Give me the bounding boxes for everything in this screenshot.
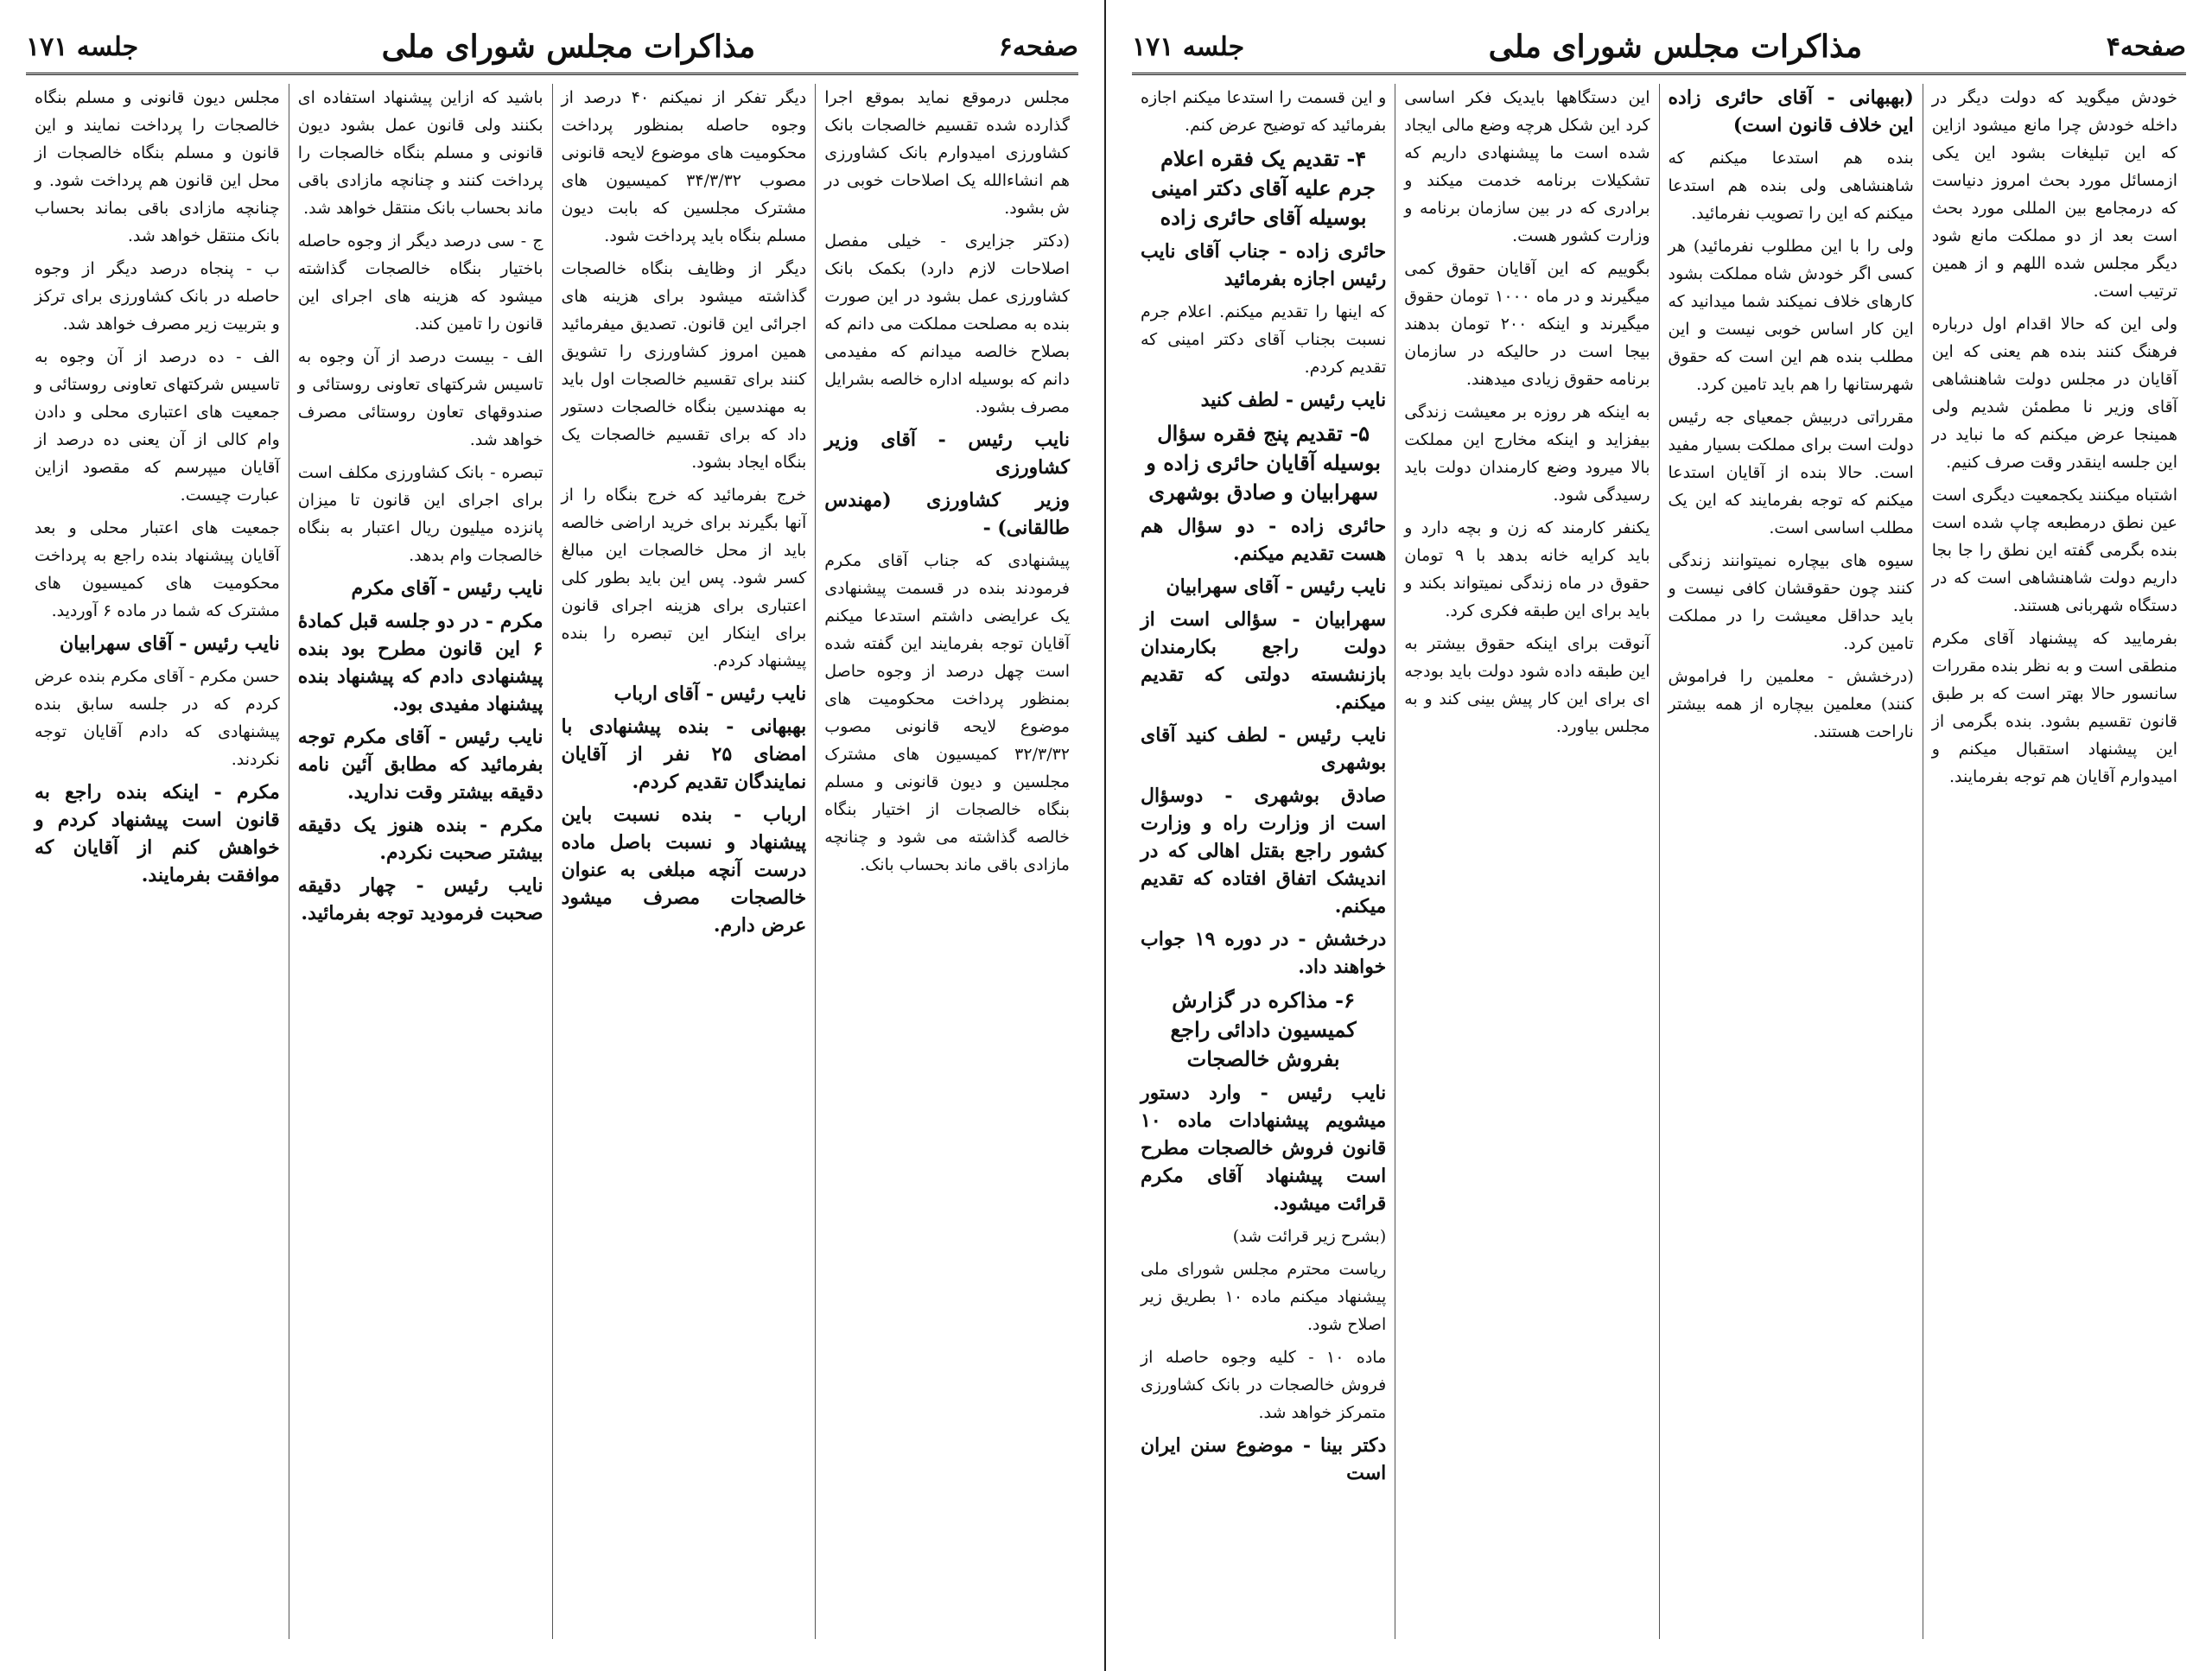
paragraph: خودش میگوید که دولت دیگر در داخله خودش چرا مانع میشود ازاین که این تبلیغات بشود این یکی ازمسائل مورد بحث امروز دنیاست که درمجامع بین المللی مورد بحث است بعد از دو مملکت مانع شود دیگر مجلس شده اللهم و از همین ترتیب است. <box>1931 88 2177 301</box>
left-page-label: صفحه۶ <box>998 31 1078 62</box>
section-heading: ۵- تقدیم پنج فقره سؤال بوسیله آقایان حائری زاده و سهرابیان و صادق بوشهری <box>1146 421 1381 505</box>
speaker-line: سهرابیان - سؤالی است از دولت راجع بکارمندان بازنشسته دولتی که تقدیم میکنم. <box>1141 608 1387 714</box>
speaker-line: بهبهانی - بنده پیشنهادی با امضای ۲۵ نفر از آقایان نمایندگان تقدیم کردم. <box>561 715 807 793</box>
speaker-line: نایب رئیس - لطف کنید <box>1200 389 1387 411</box>
speaker-line: نایب رئیس - لطف کنید آقای بوشهری <box>1141 724 1387 774</box>
speaker-line: (بهبهانی - آقای حائری زاده این خلاف قانون است) <box>1668 86 1914 137</box>
speaker-line: مکرم - بنده هنوز یک دقیقه بیشتر صحبت نکردم. <box>297 814 543 864</box>
paragraph: پیشنهادی که جناب آقای مکرم فرمودند بنده در قسمت پیشنهادی یک عرایضی داشتم استدعا میکنم آقایان توجه بفرمایند این گفته شده است چهل درصد از وجوه حاصل بمنظور پرداخت محکومیت های موضوع لایحه قانونی مصوب ۳۲/۳/۳۲ کمیسیون های مشترک مجلسین و دیون قانونی و مسلم بنگاه خالصجات از اختیار بنگاه خالصه گذاشته می شود و چنانچه مازادی باقی ماند بحساب بانک. <box>824 551 1070 874</box>
paragraph: الف - ده درصد از آن وجوه به تاسیس شرکتهای تعاونی روستائی و جمعیت های اعتباری محلی و دادن وام کالی از آن یعنی ده درصد از آقایان میپرسم که مقصود ازاین عبارت چیست. <box>35 347 280 505</box>
paragraph: دیگر تفکر از نمیکنم ۴۰ درصد از وجوه حاصله بمنظور پرداخت محکومیت های موضوع لایحه قانونی مصوب ۳۴/۳/۳۲ کمیسیون های مشترک مجلسین که بابت دیون مسلم بنگاه باید پرداخت شود. <box>561 88 807 245</box>
speaker-line: نایب رئیس - آقای ارباب <box>613 683 807 705</box>
paragraph: مقرراتی دربیش جمعیای جه رئیس دولت است برای مملکت بسیار مفید است. حالا بنده از آقایان استدعا میکنم که توجه بفرمایند که این یک مطلب اساسی است. <box>1668 408 1914 537</box>
paragraph: ماده ۱۰ - کلیه وجوه حاصله از فروش خالصجات در بانک کشاورزی متمرکز خواهد شد. <box>1141 1348 1387 1422</box>
text-column <box>26 84 289 1639</box>
text-column <box>815 84 1078 1639</box>
paragraph: به اینکه هر روزه بر معیشت زندگی بیفزاید و اینکه مخارج این مملکت بالا میرود وضع کارمندان دولت باید رسیدگی شود. <box>1404 403 1650 505</box>
speaker-line: حائری زاده - جناب آقای نایب رئیس اجازه بفرمائید <box>1141 240 1387 290</box>
speaker-line: نایب رئیس - وارد دستور میشویم پیشنهادات ماده ۱۰ قانون فروش خالصجات مطرح است پیشنهاد آقای مکرم قرائت میشود. <box>1141 1082 1387 1215</box>
text-column <box>1923 84 2186 1639</box>
paragraph: ولی را با این مطلوب نفرمائید) هر کسی اگر خودش شاه مملکت بشود کارهای خلاف نمیکند شما میدانید که این کار اساس خوبی نیست و این مطلب بنده هم این است که حقوق شهرستانها را هم باید تامین کرد. <box>1668 237 1914 394</box>
paragraph: و این قسمت را استدعا میکنم اجازه بفرمائید که توضیح عرض کنم. <box>1141 88 1387 135</box>
paragraph: که اینها را تقدیم میکنم. اعلام جرم نسبت بجناب آقای دکتر امینی که تقدیم کردم. <box>1141 302 1387 377</box>
text-column <box>1395 84 1658 1639</box>
paragraph: آنوقت برای اینکه حقوق بیشتر به این طبقه داده شود دولت باید بودجه ای برای این کار پیش بینی کند و به مجلس بیاورد. <box>1404 634 1650 736</box>
paragraph: مجلس دیون قانونی و مسلم بنگاه خالصجات را پرداخت نمایند و این قانون و مسلم بنگاه خالصجات از محل این قانون هم پرداخت شود. و چنانچه مازادی باقی بماند بحساب بانک منتقل خواهد شد. <box>35 88 280 245</box>
text-column <box>1132 84 1395 1639</box>
section-heading: ۴- تقدیم یک فقره اعلام جرم علیه آقای دکتر امینی بوسیله آقای حائری زاده <box>1151 146 1376 230</box>
speaker-line: مکرم - اینکه بنده راجع به قانون است پیشنهاد کردم و خواهش کنم از آقایان که موافقت بفرمایند. <box>35 781 280 886</box>
paragraph: بنده هم استدعا میکنم که شاهنشاهی ولی بنده هم استدعا میکنم که این را تصویب نفرمائید. <box>1668 149 1914 223</box>
paragraph: (درخشش - معلمین را فراموش کنند) معلمین بیچاره از همه بیشتر ناراحت هستند. <box>1668 667 1914 741</box>
paragraph: یکنفر کارمند که زن و بچه دارد و باید کرایه خانه بدهد با ۹ تومان حقوق در ماه زندگی نمیتواند بکند و باید برای این طبقه فکری کرد. <box>1404 518 1650 620</box>
left-page-columns <box>26 84 1078 1639</box>
speaker-line: صادق بوشهری - دوسؤال است از وزارت راه و وزارت کشور راجع بقتل اهالی که در اندیشک اتفاق افتاده که تقدیم میکنم. <box>1141 785 1387 918</box>
text-column <box>1659 84 1923 1639</box>
speaker-line: نایب رئیس - آقای وزیر کشاورزی <box>824 429 1070 479</box>
speaker-line: نایب رئیس - آقای مکرم توجه بفرمائید که مطابق آئین نامه دقیقه بیشتر وقت ندارید. <box>297 726 543 804</box>
speaker-line: مکرم - در دو جلسه قبل کمادهٔ ۶ این قانون مطرح بود بنده پیشنهادی دادم که پیشنهاد بنده پیشنهاد مفیدی بود. <box>297 610 543 715</box>
paragraph: خرج بفرمائید که خرج بنگاه را از آنها بگیرند برای خرید اراضی خالصه باید از محل خالصجات این مبالغ کسر شود. پس این باید بطور کلی اعتباری برای هزینه اجرای قانون برای اینکار این تبصره را بنده پیشنهاد کردم. <box>561 486 807 670</box>
paragraph: باشید که ازاین پیشنهاد استفاده ای بکنند ولی قانون عمل بشود دیون قانونی و مسلم بنگاه خالصجات را پرداخت کنند و چنانچه مازادی باقی ماند بحساب بانک منتقل خواهد شد. <box>297 88 543 218</box>
text-column <box>289 84 552 1639</box>
speaker-line: دکتر بینا - موضوع سنن ایران است <box>1141 1434 1387 1484</box>
paragraph: ریاست محترم مجلس شورای ملی پیشنهاد میکنم ماده ۱۰ بطریق زیر اصلاح شود. <box>1141 1260 1387 1334</box>
speaker-line: حائری زاده - دو سؤال هم هست تقدیم میکنم. <box>1141 515 1387 565</box>
left-page-session: جلسه ۱۷۱ <box>26 31 139 62</box>
right-page-header <box>1132 21 2186 75</box>
paragraph: دیگر از وظایف بنگاه خالصجات گذاشته میشود برای هزینه های اجرائی این قانون. تصدیق میفرمائید همین امروز کشاورزی را تشویق کنند برای تقسیم خالصجات اول باید به مهندسین بنگاه خالصجات دستور داد که برای تقسیم خالصجات یک بنگاه ایجاد بشود. <box>561 259 807 472</box>
speaker-line: نایب رئیس - آقای مکرم <box>351 577 543 600</box>
speaker-line: درخشش - در دوره ۱۹ جواب خواهند داد. <box>1141 928 1387 978</box>
speaker-line: نایب رئیس - آقای سهرابیان <box>59 632 280 655</box>
paragraph: بگوییم که این آقایان حقوق کمی میگیرند و در ماه ۱۰۰۰ تومان حقوق میگیرند و اینکه ۲۰۰ تومان بدهند بیجا است در حالیکه در سازمان برنامه حقوق زیادی میدهند. <box>1404 259 1650 389</box>
speaker-line: ارباب - بنده نسبت باین پیشنهاد و نسبت باصل ماده درست آنچه مبلغی به عنوان خالصجات مصرف میشود عرض دارم. <box>561 804 807 937</box>
paragraph: سیوه های بیچاره نمیتوانند زندگی کنند چون حقوقشان کافی نیست و باید حداقل معیشت را در مملکت تامین کرد. <box>1668 551 1914 653</box>
speaker-line: نایب رئیس - چهار دقیقه صحبت فرمودید توجه بفرمائید. <box>297 874 543 924</box>
paragraph: (دکتر جزایری - خیلی مفصل اصلاحات لازم دارد) بکمک بانک کشاورزی عمل بشود در این صورت بنده به مصلحت مملکت می دانم که بصلاح خالصه میدانم که مفیدمی دانم که بوسیله اداره خالصه بشرایل مصرف بشود. <box>824 232 1070 416</box>
speaker-line: وزیر کشاورزی (مهندس طالقانی) - <box>824 489 1070 539</box>
right-page-title: مذاکرات مجلس شورای ملی <box>1488 29 1863 65</box>
right-page-label: صفحه۴ <box>2106 31 2186 62</box>
right-page <box>1106 0 2212 1671</box>
paragraph: الف - بیست درصد از آن وجوه به تاسیس شرکتهای تعاونی روستائی و صندوقهای تعاون روستائی مصرف خواهد شد. <box>297 347 543 449</box>
paragraph: (بشرح زیر قرائت شد) <box>1232 1227 1387 1246</box>
paragraph: جمعیت های اعتبار محلی و بعد آقایان پیشنهاد بنده راجع به پرداخت محکومیت های کمیسیون های مشترک که شما در ماده ۶ آوردید. <box>35 518 280 620</box>
text-column <box>552 84 816 1639</box>
paragraph: مجلس درموقع نماید بموقع اجرا گذارده شده تقسیم خالصجات بانک کشاورزی امیدوارم بانک کشاورزی هم انشاءالله یک اصلاحات خوبی در ش بشود. <box>824 88 1070 218</box>
left-page-title: مذاکرات مجلس شورای ملی <box>381 29 756 65</box>
right-page-columns <box>1132 84 2186 1639</box>
left-page-header <box>26 21 1078 75</box>
right-page-session: جلسه ۱۷۱ <box>1132 31 1245 62</box>
paragraph: تبصره - بانک کشاورزی مکلف است برای اجرای این قانون تا میزان پانزده میلیون ریال اعتبار به بنگاه خالصجات وام بدهد. <box>297 463 543 565</box>
paragraph: اشتباه میکنند یکجمعیت دیگری است عین نطق درمطبعه چاپ شده است بنده بگرمی گفته این نطق را جا بجا داریم دولت شاهنشاهی است که در دستگاه شهربانی هستند. <box>1931 486 2177 615</box>
paragraph: این دستگاهها بایدیک فکر اساسی کرد این شکل هرچه وضع مالی ایجاد شده است ما پیشنهادی داریم که تشکیلات برنامه خدمت میکند و برادری که در بین سازمان برنامه و وزارت کشور هست. <box>1404 88 1650 245</box>
section-heading: ۶- مذاکره در گزارش کمیسیون دادائی راجع بفروش خالصجات <box>1170 988 1357 1071</box>
paragraph: حسن مکرم - آقای مکرم بنده عرض کردم که در جلسه سابق بنده پیشنهادی که دادم آقایان توجه نکردند. <box>35 667 280 769</box>
paragraph: بفرمایید که پیشنهاد آقای مکرم منطقی است و به نظر بنده مقررات سانسور حالا بهتر است که بر طبق قانون تقسیم بشود. بنده بگرمی از این پیشنهاد استقبال میکنم و امیدوارم آقایان هم توجه بفرمایند. <box>1931 629 2177 786</box>
paragraph: ج - سی درصد دیگر از وجوه حاصله باختیار بنگاه خالصجات گذاشته میشود که هزینه های اجرای این قانون را تامین کند. <box>297 232 543 334</box>
paragraph: ولی این که حالا اقدام اول درباره فرهنگ کنند بنده هم یعنی که این آقایان در مجلس دولت شاهنشاهی آقای وزیر نا مطمئن شدیم ولی همینجا عرض میکنم که ما نباید در این جلسه اینقدر وقت صرف کنیم. <box>1931 315 2177 472</box>
speaker-line: نایب رئیس - آقای سهرابیان <box>1166 575 1387 598</box>
paragraph: ب - پنجاه درصد دیگر از وجوه حاصله در بانک کشاورزی برای ترکز و بتربیت زیر مصرف خواهد شد. <box>35 259 280 334</box>
